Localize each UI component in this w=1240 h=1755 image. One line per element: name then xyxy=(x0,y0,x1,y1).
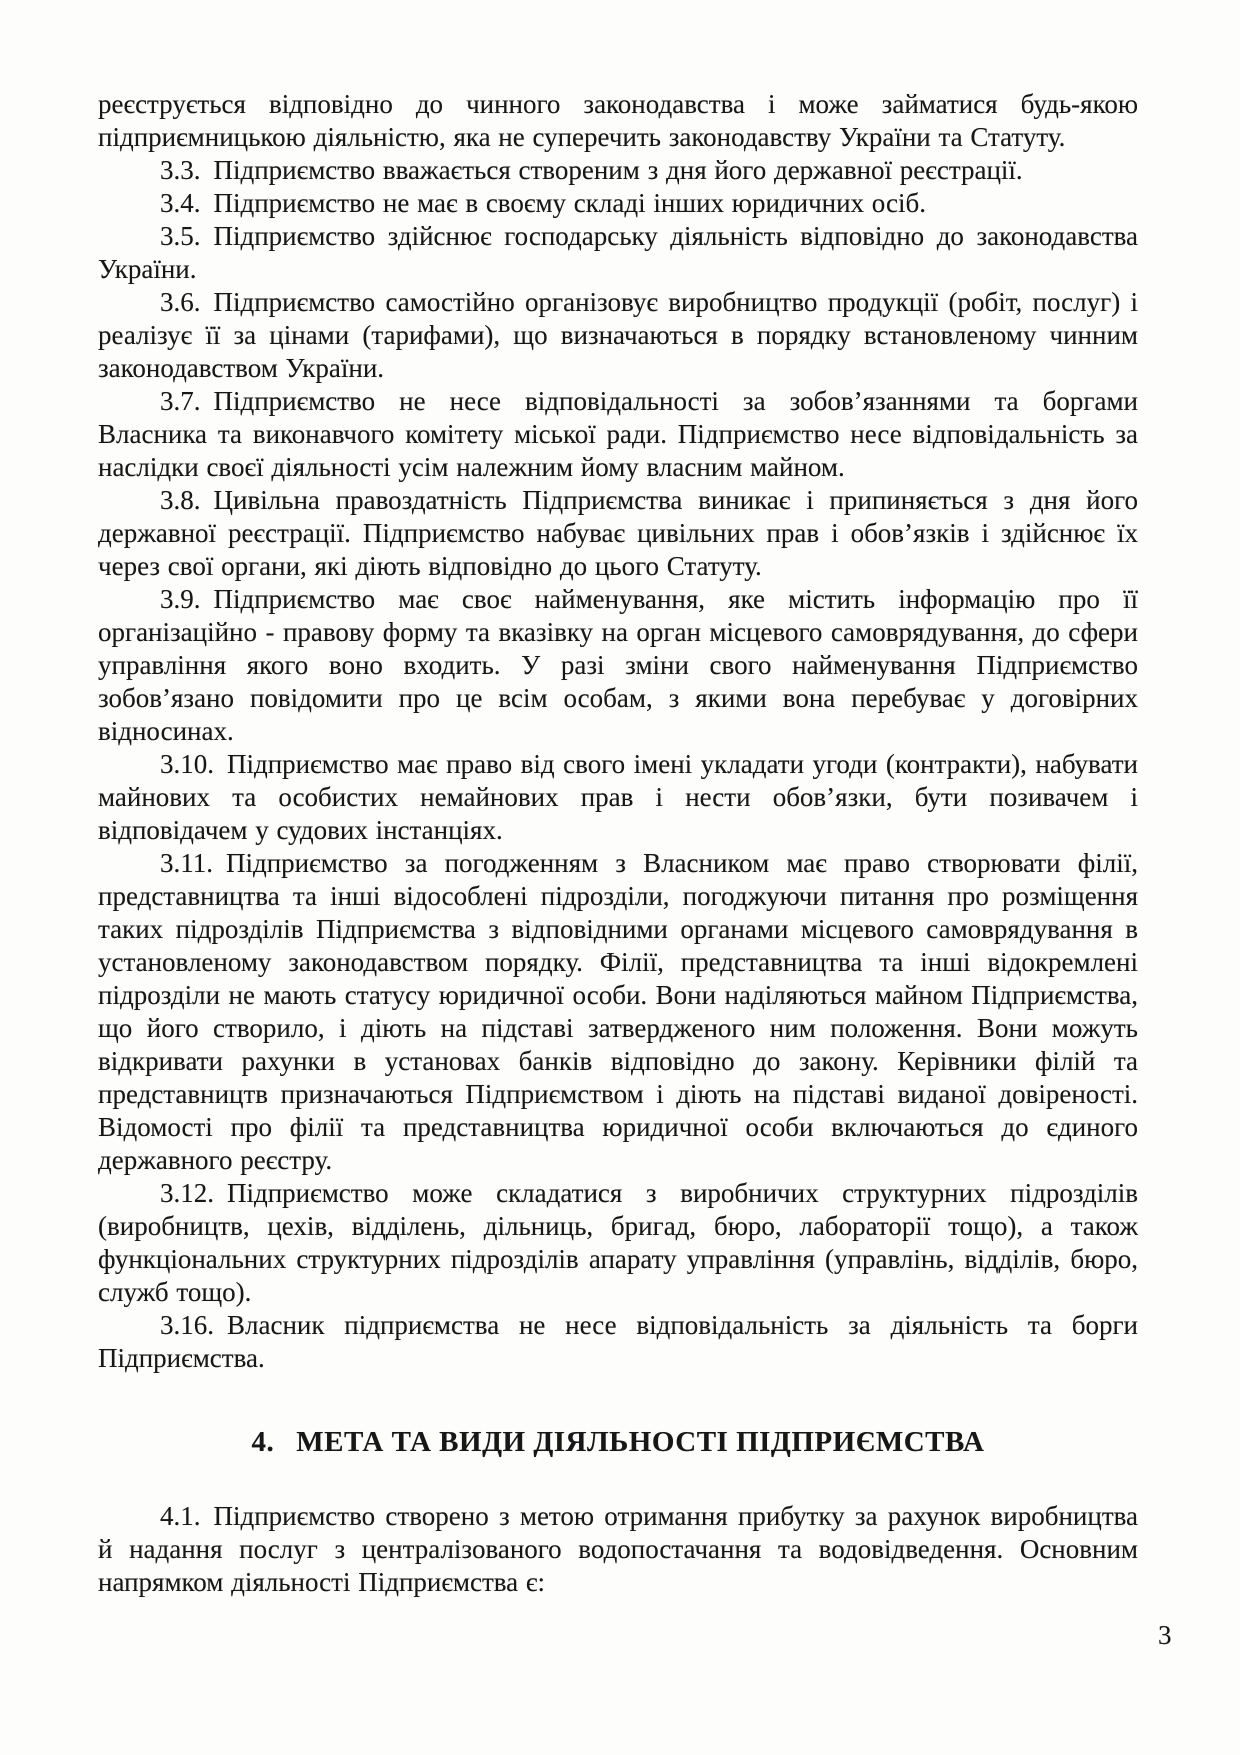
paragraph-text: Підприємство вважається створеним з дня його державної реєстрації. xyxy=(213,155,1023,185)
paragraph-text: Підприємство самостійно організовує виробництво продукції (робіт, послуг) і реалізує її за цінами (тарифами), що визначаються в порядку встановленому чинним законодавством України. xyxy=(98,287,1138,383)
paragraph-number: 3.7. xyxy=(160,386,201,416)
paragraph-text: Власник підприємства не несе відповідальність за діяльність та борги Підприємства. xyxy=(98,1310,1138,1373)
paragraph-number: 3.9. xyxy=(160,584,201,614)
statute-paragraph-3-5 xyxy=(98,220,1138,286)
paragraph-number: 3.6. xyxy=(160,287,201,317)
statute-paragraph-3-8 xyxy=(98,484,1138,583)
paragraph-number: 3.12. xyxy=(160,1178,214,1208)
section-4-heading-number: 4. xyxy=(251,1426,275,1458)
statute-paragraph-3-7 xyxy=(98,385,1138,484)
statute-paragraph-3-10 xyxy=(98,748,1138,847)
paragraph-number: 4.1. xyxy=(160,1501,201,1531)
statute-paragraph-3-16 xyxy=(98,1309,1138,1375)
statute-paragraph-3-11 xyxy=(98,847,1138,1177)
paragraph-number: 3.3. xyxy=(160,155,201,185)
paragraph-number: 3.16. xyxy=(160,1310,214,1340)
section-4-heading xyxy=(98,1426,1138,1459)
paragraph-continuation: реєструється відповідно до чинного законодавства і може займатися будь-якою підприємницькою діяльністю, яка не суперечить законодавству України та Статуту. xyxy=(98,89,1138,152)
paragraph-text: Підприємство має право від свого імені укладати угоди (контракти), набувати майнових та особистих немайнових прав і нести обов’язки, бути позивачем і відповідачем у судових інстанціях. xyxy=(98,749,1138,845)
statute-paragraph-3-6 xyxy=(98,286,1138,385)
paragraph-text: Підприємство не несе відповідальності за зобов’язаннями та боргами Власника та виконавчого комітету міської ради. Підприємство несе відповідальність за наслідки своєї діяльності усім належним йому власним майном. xyxy=(98,386,1138,482)
section-4-heading-title: МЕТА ТА ВИДИ ДІЯЛЬНОСТІ ПІДПРИЄМСТВА xyxy=(296,1426,985,1458)
statute-paragraph-4-1 xyxy=(98,1500,1138,1599)
page-number: 3 xyxy=(1158,1620,1172,1650)
statute-paragraph-3-3 xyxy=(98,154,1138,187)
paragraph-number: 3.5. xyxy=(160,221,201,251)
paragraph-text: Підприємство здійснює господарську діяльність відповідно до законодавства України. xyxy=(98,221,1138,284)
statute-paragraph-3-9 xyxy=(98,583,1138,748)
document-content xyxy=(98,88,1138,1599)
paragraph-text: Підприємство за погодженням з Власником має право створювати філії, представництва та інші відособлені підрозділи, погоджуючи питання про розміщення таких підрозділів Підприємства з відповідними органами місцевого самоврядування в установленому законодавством порядку. Філії, представництва та інші відокремлені підрозділи не мають статусу юридичної особи. Вони наділяються майном Підприємства, що його створило, і діють на підставі затвердженого ним положення. Вони можуть відкривати рахунки в установах банків відповідно до закону. Керівники філій та представництв призначаються Підприємством і діють на підставі виданої довіреності. Відомості про філії та представництва юридичної особи включаються до єдиного державного реєстру. xyxy=(98,848,1138,1175)
paragraph-text: Підприємство створено з метою отримання прибутку за рахунок виробництва й надання послуг з централізованого водопостачання та водовідведення. Основним напрямком діяльності Підприємства є: xyxy=(98,1501,1138,1597)
paragraph-number: 3.4. xyxy=(160,188,201,218)
paragraph-text: Підприємство може складатися з виробничих структурних підрозділів (виробництв, цехів, відділень, дільниць, бригад, бюро, лабораторії тощо), а також функціональних структурних підрозділів апарату управління (управлінь, відділів, бюро, служб тощо). xyxy=(98,1178,1138,1307)
paragraph-text: Цивільна правоздатність Підприємства виникає і припиняється з дня його державної реєстрації. Підприємство набуває цивільних прав і обов’язків і здійснює їх через свої органи, які діють відповідно до цього Статуту. xyxy=(98,485,1138,581)
paragraph-text: Підприємство не має в своєму складі інших юридичних осіб. xyxy=(213,188,926,218)
paragraph-text: Підприємство має своє найменування, яке містить інформацію про її організаційно - правову форму та вказівку на орган місцевого самоврядування, до сфери управління якого воно входить. У разі зміни свого найменування Підприємство зобов’язано повідомити про це всім особам, з якими вона перебуває у договірних відносинах. xyxy=(98,584,1138,746)
statute-paragraph-3-12 xyxy=(98,1177,1138,1309)
paragraph-number: 3.8. xyxy=(160,485,201,515)
paragraph-number: 3.11. xyxy=(160,848,213,878)
statute-paragraph-3-4 xyxy=(98,187,1138,220)
paragraph-number: 3.10. xyxy=(160,749,214,779)
